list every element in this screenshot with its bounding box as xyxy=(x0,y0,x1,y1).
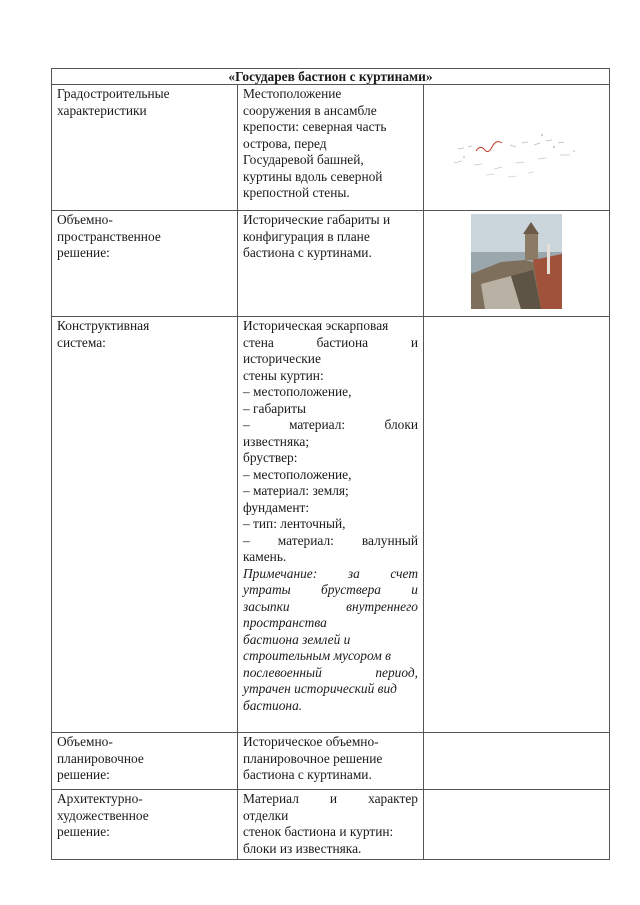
label-line: художественное xyxy=(57,807,149,823)
table-title: «Государев бастион с куртинами» xyxy=(52,69,610,85)
text-line: сооружения в ансамбле xyxy=(243,102,377,118)
text-line: стенок бастиона и куртин: xyxy=(243,824,394,839)
text-line: стена бастиона и xyxy=(243,334,418,350)
text-line: – местоположение, xyxy=(243,384,352,399)
note-line: Примечание: за счет xyxy=(243,565,418,581)
label-line: Объемно- xyxy=(57,212,113,227)
table-row xyxy=(52,211,610,317)
text-line: стены куртин: xyxy=(243,367,324,383)
text-line: – габариты xyxy=(243,400,306,416)
text-line: отделки xyxy=(243,807,289,823)
table-row xyxy=(52,317,610,733)
row-description xyxy=(238,733,424,790)
text-line: Государевой башней, xyxy=(243,152,364,167)
text-line: исторические xyxy=(243,351,321,366)
text-line: камень. xyxy=(243,549,287,564)
fortress-photo-svg xyxy=(471,214,562,309)
row-image-cell xyxy=(424,211,610,317)
text-line: Историческая эскарповая xyxy=(243,318,389,333)
text-line: бастиона с куртинами. xyxy=(243,245,372,260)
note-line: пространства xyxy=(243,615,327,630)
plan-sketch-image xyxy=(424,85,609,209)
text-line: – материал: земля; xyxy=(243,483,349,498)
label-line: планировочное xyxy=(57,750,144,766)
text-line: блоки из известняка. xyxy=(243,840,362,856)
row-image-cell xyxy=(424,790,610,860)
row-label xyxy=(52,733,238,790)
table-row xyxy=(52,733,610,790)
label-line: решение: xyxy=(57,245,110,260)
note-line: послевоенный период, xyxy=(243,664,418,680)
label-line: Конструктивная xyxy=(57,318,150,333)
table-title-row xyxy=(52,69,610,85)
text-line: крепостной стены. xyxy=(243,185,350,200)
text-line: – тип: ленточный, xyxy=(243,516,346,531)
characteristics-table xyxy=(51,68,610,860)
label-line: решение: xyxy=(57,824,110,839)
table-row xyxy=(52,790,610,860)
note-line: строительным мусором в xyxy=(243,648,391,663)
row-image-cell xyxy=(424,733,610,790)
row-label xyxy=(52,317,238,733)
label-line: Градостроительные xyxy=(57,86,170,101)
text-line: острова, перед xyxy=(243,135,327,151)
label-line: система: xyxy=(57,334,106,350)
note-line: бастиона. xyxy=(243,697,303,713)
note-line: утраты бруствера и xyxy=(243,582,418,597)
text-line: фундамент: xyxy=(243,499,310,515)
row-description xyxy=(238,211,424,317)
text-line: Местоположение xyxy=(243,86,342,101)
label-line: решение: xyxy=(57,767,110,782)
row-label xyxy=(52,790,238,860)
fortress-photo xyxy=(471,214,562,309)
text-line: Исторические габариты и xyxy=(243,212,391,227)
text-line: крепости: северная часть xyxy=(243,119,387,134)
row-description xyxy=(238,85,424,211)
row-image-cell xyxy=(424,317,610,733)
label-line: Архитектурно- xyxy=(57,791,143,806)
text-line: – местоположение, xyxy=(243,466,352,482)
text-line: известняка; xyxy=(243,433,310,449)
row-description xyxy=(238,790,424,860)
table-row xyxy=(52,85,610,211)
text-line: куртины вдоль северной xyxy=(243,168,383,184)
text-line: бруствер: xyxy=(243,450,298,465)
label-line: пространственное xyxy=(57,228,161,244)
text-line: Материал и характер xyxy=(243,791,418,806)
text-line: Историческое объемно- xyxy=(243,734,379,749)
text-line: – материал: валунный xyxy=(243,532,418,548)
note-line: утрачен исторический вид xyxy=(243,681,397,696)
note-line: засыпки внутреннего xyxy=(243,598,418,614)
row-image-cell xyxy=(424,85,610,211)
text-line: – материал: блоки xyxy=(243,417,418,432)
row-label xyxy=(52,211,238,317)
note-line: бастиона землей и xyxy=(243,631,351,647)
label-line: характеристики xyxy=(57,102,147,118)
text-line: конфигурация в плане xyxy=(243,228,370,244)
row-label xyxy=(52,85,238,211)
row-description xyxy=(238,317,424,733)
label-line: Объемно- xyxy=(57,734,113,749)
text-line: планировочное решение xyxy=(243,750,383,766)
text-line: бастиона с куртинами. xyxy=(243,767,372,782)
plan-sketch-svg xyxy=(424,85,609,209)
